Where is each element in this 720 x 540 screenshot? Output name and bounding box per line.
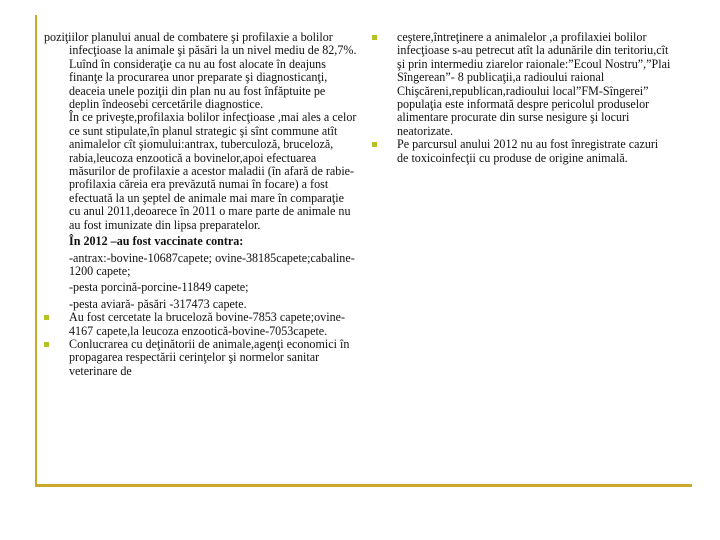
vaccinated-line: -antrax:-bovine-10687capete; ovine-38185capete;cabaline-1200 capete; [69,250,355,278]
square-bullet-icon [372,142,377,147]
list-item-text: Pe parcursul anului 2012 nu au fost înregistrate cazuri de toxicoinfecţii cu produse de origine animală. [397,137,659,165]
left-column [44,31,358,378]
bottom-accent-line [35,484,692,487]
vaccinated-line: -pesta porcină-porcine-11849 capete; [69,280,249,295]
strategy-paragraph [44,111,358,232]
list-item [44,311,358,338]
list-item-text: ceştere,întreţinere a animalelor ,a profilaxiei bolilor infecţioase s-au petrecut atît la adunările din teritoriu,cît şi prin intermediu ziarelor raionale:”Ecoul Nostru”,”Plai Sîngerean”- 8 publicaţii,a radioului raional Chişcăreni,republican,radioului local”FM-Sîngerei” populaţia este informată despre pericolul produselor alimentare procurate din surse nesigure şi locuri neatorizate. [397,30,671,138]
list-item-text: Conlucrarea cu deţinătorii de animale,agenţi economici în propagarea respectării cerinţelor şi normelor sanitar veterinare de [69,336,350,378]
square-bullet-icon [372,35,377,40]
vaccinated-line: -pesta aviară- păsări -317473 capete. [69,296,247,311]
strategy-text: În ce priveşte,profilaxia bolilor infecţioase ,mai ales a celor ce sunt stipulate,în planul strategic şi sînt commune atît animalelor cît şiomului:antrax, tuberculoză, bruceloză, rabia,leucoza enzootică a bovinelor,apoi efectuarea măsurilor de profilaxie a acestor maladii (în afară de rabie-profilaxia căreia era prevăzută numai în focare) a fost efectuată la un şeptel de animale mai mare în comparaţie cu anul 2011,deoarece în 2011 o mare parte de animale nu au fost imunizate din lipsa preparatelor. [69,110,357,232]
intro-paragraph: poziţiilor planului anual de combatere şi profilaxie a bolilor infecţioase la animale şi păsări la un nivel mediu de 82,7%. Luînd în consideraţie ca nu au fost alocate în deajuns finanţe la procurarea unor preparate şi diagnosticanţi, deaceia unele poziţii din plan nu au fost înfăptuite pe deplin îndeosebi cercetările diagnostice. [44,30,357,112]
list-item [372,31,672,138]
list-item [44,338,358,378]
right-column [372,31,672,165]
square-bullet-icon [44,342,49,347]
list-item-text: Au fost cercetate la bruceloză bovine-7853 capete;ovine-4167 capete,la leucoza enzootică-bovine-7053capete. [69,310,346,338]
list-item [372,138,672,165]
square-bullet-icon [44,315,49,320]
left-accent-line [35,15,37,487]
vaccinated-heading: În 2012 –au fost vaccinate contra: [69,234,244,249]
